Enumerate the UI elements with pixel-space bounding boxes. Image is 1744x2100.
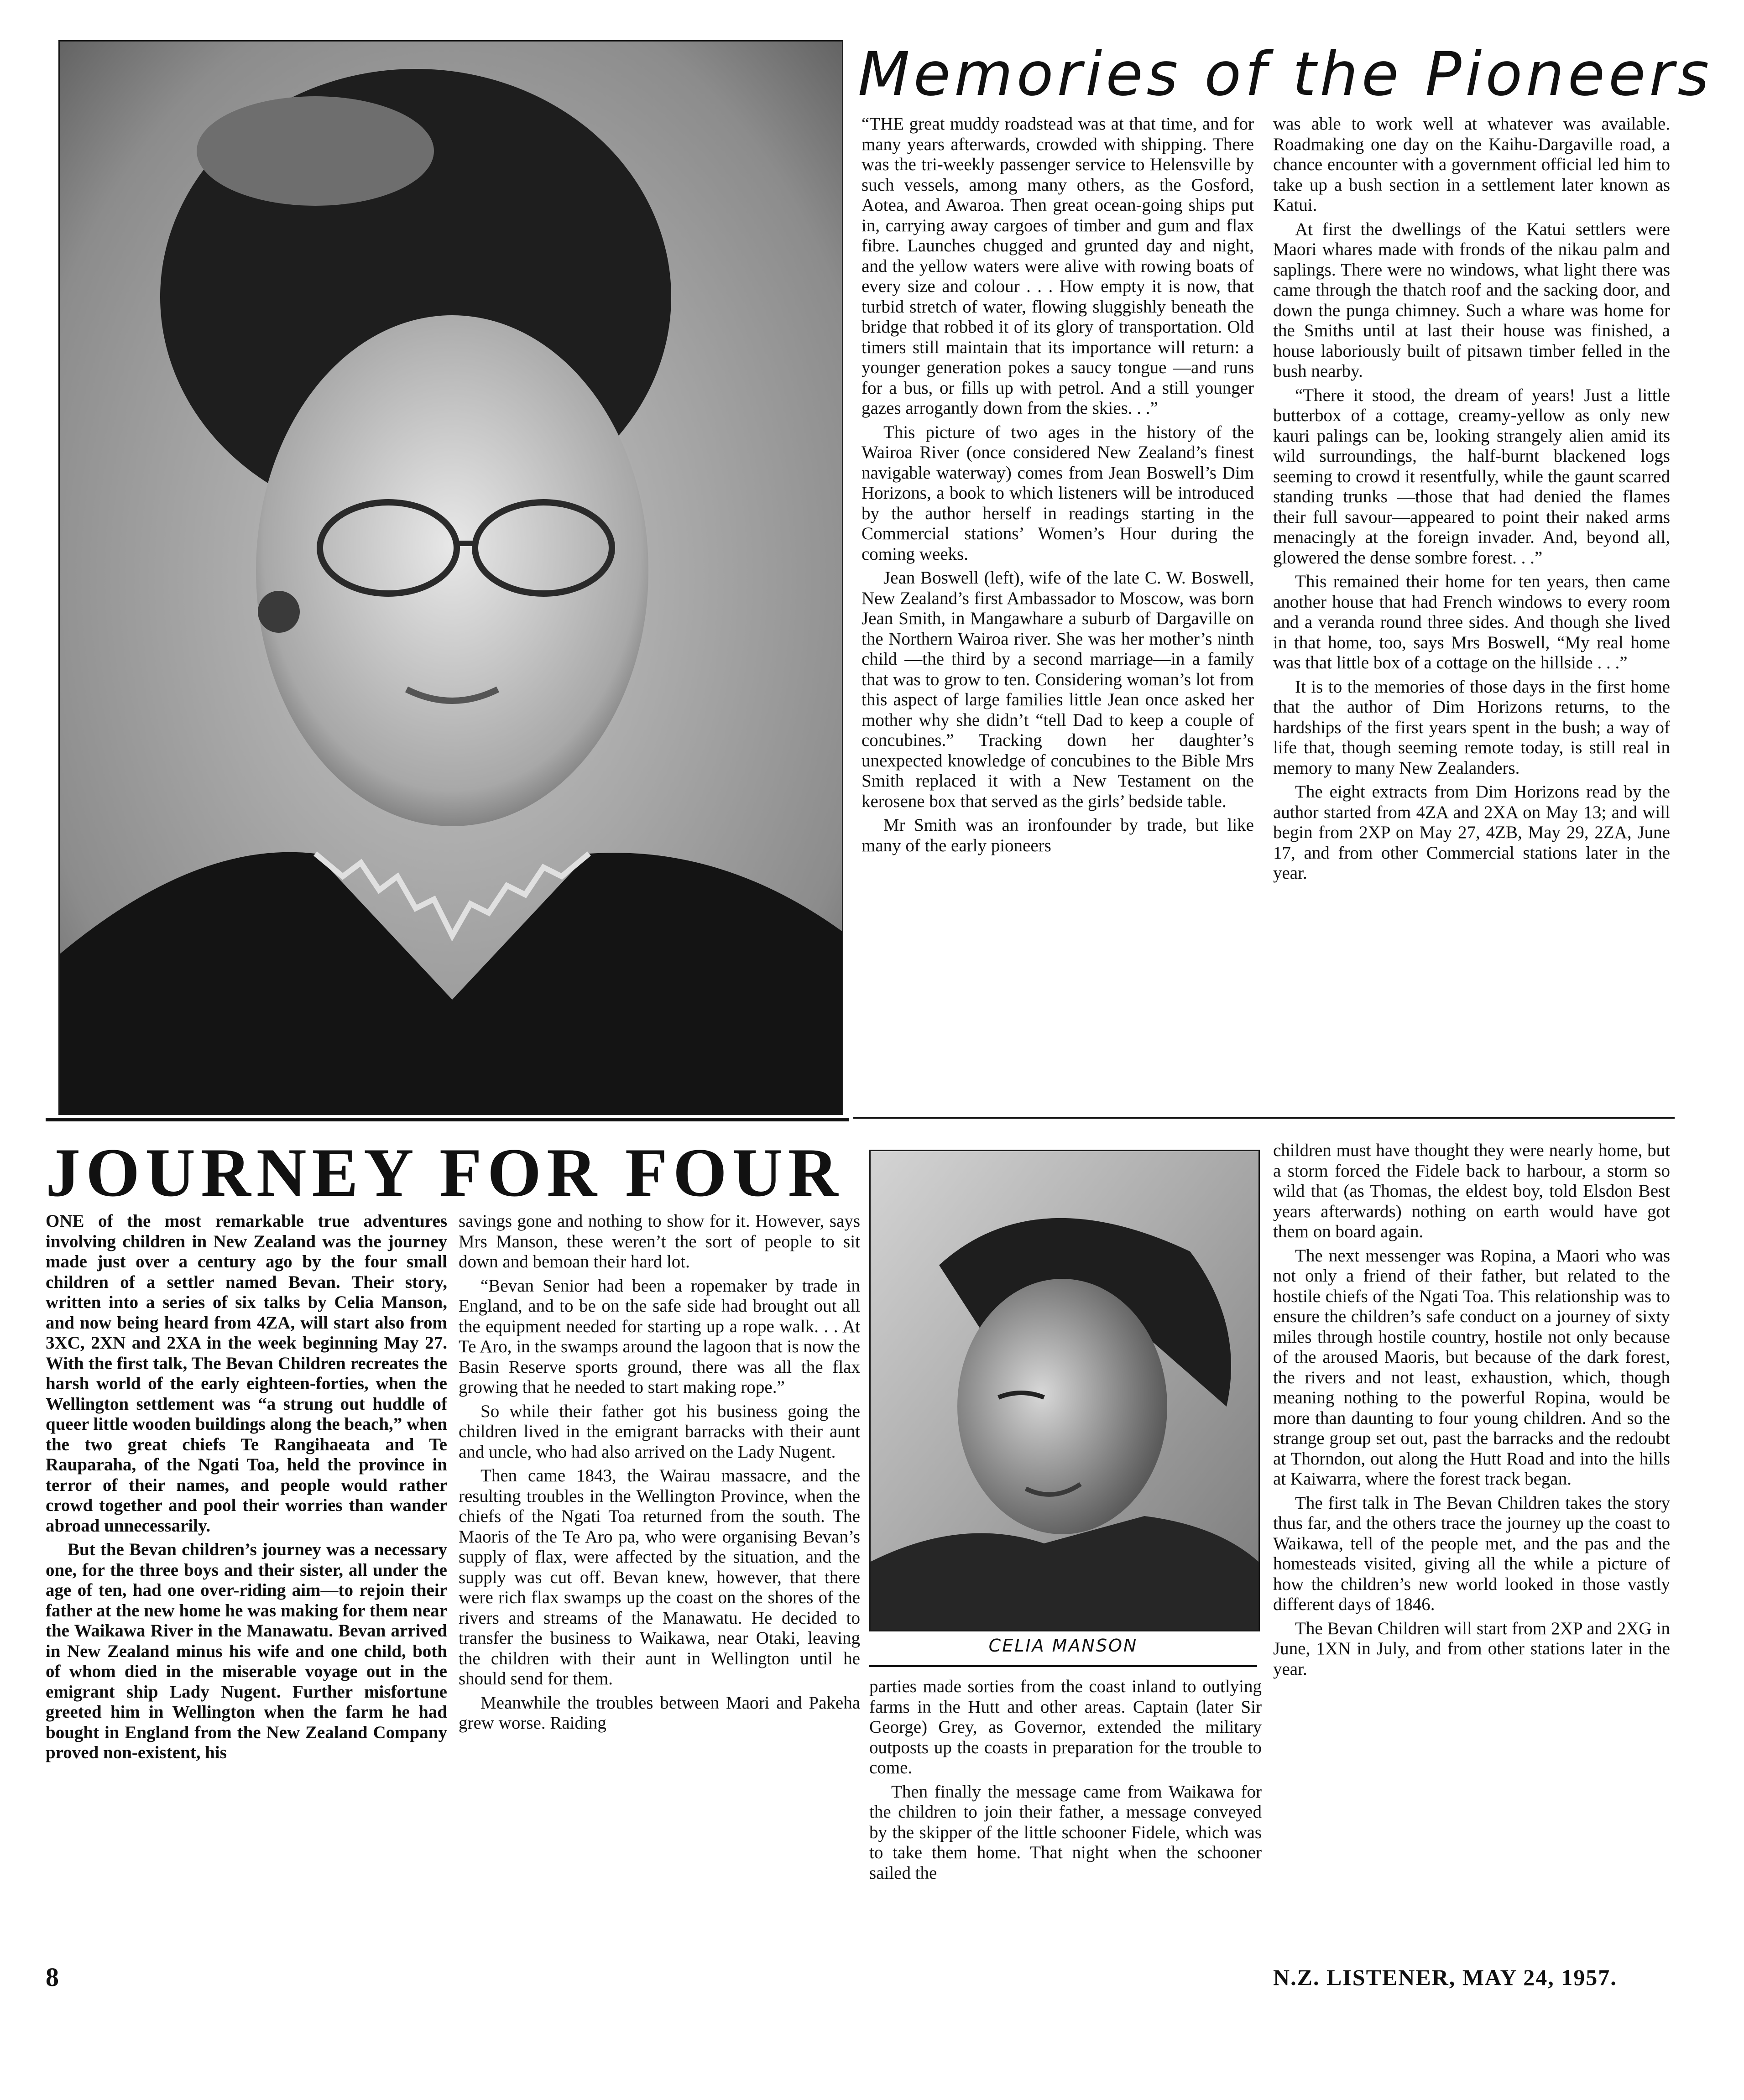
caption-rule — [869, 1665, 1257, 1667]
section-divider-rule-thin — [853, 1117, 1675, 1119]
memories-paragraph: It is to the memories of those days in the first home that the author of Dim Horizons returns, to the hardships of the first years spent in the bush; a way of life that, though seeming remote today, is still real in memory to many New Zealanders. — [1273, 677, 1670, 778]
memories-paragraph: This remained their home for ten years, then came another house that had French windows to every room and a veranda round three sides. And though she lived in that home, too, says Mrs Boswell, “My real home was that little box of a cottage on the hillside . . .” — [1273, 572, 1670, 672]
memories-paragraph: This picture of two ages in the history of the Wairoa River (once considered New Zealand’s finest navigable waterway) comes from Jean Boswell’s Dim Horizons, a book to which listeners will be introduced by the author herself in readings starting in the Commercial stations’ Women’s Hour during the coming weeks. — [862, 422, 1254, 564]
photo-caption: CELIA MANSON — [988, 1636, 1138, 1656]
memories-paragraph: “THE great muddy roadstead was at that time, and for many years afterwards, crowded with shipping. There was the tri-weekly passenger service to Helensville by such vessels, among many others, as the Gosford, Aotea, and Awaroa. Then great ocean-going ships put in, carrying away cargoes of timber and gum and flax fibre. Launches chugged and grunted day and night, and the yellow waters were alive with rowing boats of every size and colour . . . How empty it is now, that turbid stretch of water, flowing sluggishly beneath the bridge that robbed it of its glory of transportation. Old timers still maintain that its importance will return: a younger generation pokes a saucy tongue —and runs for a bus, or fills up with petrol. And a still younger gazes arrogantly down from the skies. . .” — [862, 114, 1254, 418]
memories-paragraph: “There it stood, the dream of years! Just a little butterbox of a cottage, creamy-yellow as only new kauri palings can be, looking strangely alien amid its wild surroundings, the half-burnt blackened logs seeming to crowd it resentfully, while the gaunt scarred standing trunks —those that had denied the flames their full savour—appeared to point their naked arms menacingly at the foreign invader. And, beyond all, glowered the dense sombre forest. . .” — [1273, 385, 1670, 568]
journey-paragraph: The Bevan Children will start from 2XP and 2XG in June, 1XN in July, and from other stations later in the year. — [1273, 1618, 1670, 1679]
section-divider-rule — [46, 1118, 849, 1121]
celia-manson-photo — [869, 1150, 1260, 1631]
memories-paragraph: The eight extracts from Dim Horizons read by the author started from 4ZA and 2XA on May 13; and will begin from 2XP on May 27, 4ZB, May 29, 2ZA, June 17, and from other Commercial stations later in the year. — [1273, 782, 1670, 883]
journey-paragraph: Then came 1843, the Wairau massacre, and the resulting troubles in the Wellington Province, when the chiefs of the Ngati Toa returned from the south. The Maoris of the Te Aro pa, who were organising Bevan’s supply of flax, were affected by the situation, and the supply was cut off. Bevan knew, however, that there were rich flax swamps up the coast on the shores of the rivers and streams of the Manawatu. He decided to transfer the business to Waikawa, near Otaki, leaving the children with their aunt in Wellington until he should send for them. — [459, 1466, 860, 1688]
journey-paragraph: “Bevan Senior had been a ropemaker by trade in England, and to be on the safe side had brought out all the equipment needed for starting up a rope walk. . . At Te Aro, in the swamps around the lagoon that is now the Basin Reserve sports ground, there was all the flax growing that he needed to start making rope.” — [459, 1276, 860, 1397]
journey-paragraph: parties made sorties from the coast inland to outlying farms in the Hutt and other areas. Captain (later Sir George) Grey, as Governor, extended the military outposts up the coasts in preparation for the trouble to come. — [869, 1677, 1262, 1777]
journey-column-2-text — [459, 1211, 860, 1941]
memories-paragraph: Jean Boswell (left), wife of the late C. W. Boswell, New Zealand’s first Ambassador to Moscow, was born Jean Smith, in Mangawhare a suburb of Dargaville on the Northern Wairoa river. She was her mother’s ninth child —the third by a second marriage—in a family that was to grow to ten. Considering woman’s lot from this aspect of large families little Jean once asked her mother why she didn’t “tell Dad to keep a couple of concubines.” Tracking down her daughter’s unexpected knowledge of concubines to the Bible Mrs Smith replaced it with a New Testament on the kerosene box that served as the girls’ bedside table. — [862, 568, 1254, 811]
journey-paragraph: Then finally the message came from Waikawa for the children to join their father, a message conveyed by the skipper of the little schooner Fidele, which was to take them home. That night when the schooner sailed the — [869, 1782, 1262, 1883]
journey-paragraph: ONE of the most remarkable true adventures involving children in New Zealand was the journey made just over a century ago by the four small children of a settler named Bevan. Their story, written into a series of six talks by Celia Manson, and now being heard from 4ZA, will start also from 3XC, 2XN and 2XA in the week beginning May 27. With the first talk, The Bevan Children recreates the harsh world of the early eighteen-forties, when the Wellington settlement was “a strung out huddle of queer little wooden buildings along the beach,” when the two great chiefs Te Rangihaeata and Te Rauparaha, of the Ngati Toa, held the province in terror of their names, and people would rather crowd together and pool their worries than wander abroad unnecessarily. — [46, 1211, 447, 1536]
memories-paragraph: was able to work well at whatever was available. Roadmaking one day on the Kaihu-Dargaville road, a chance encounter with a government official led him to take up a bush section in a settlement later known as Katui. — [1273, 114, 1670, 215]
memories-paragraph: At first the dwellings of the Katui settlers were Maori whares made with fronds of the nikau palm and saplings. There were no windows, what light there was came through the thatch roof and the sacking door, and down the punga chimney. Such a whare was home for the Smiths until at last their house was finished, a house laboriously built of pitsawn timber felled in the bush nearby. — [1273, 219, 1670, 381]
journey-paragraph: Meanwhile the troubles between Maori and Pakeha grew worse. Raiding — [459, 1693, 860, 1733]
journey-paragraph: savings gone and nothing to show for it. However, says Mrs Manson, these weren’t the sort of people to sit down and bemoan their hard lot. — [459, 1211, 860, 1271]
jean-boswell-photo — [58, 40, 843, 1115]
memories-title: Memories of the Pioneers — [858, 39, 1713, 109]
page-number: 8 — [46, 1962, 59, 1992]
journey-paragraph: So while their father got his business going the children lived in the emigrant barracks with their aunt and uncle, who had also arrived on the Lady Nugent. — [459, 1401, 860, 1462]
memories-column-1 — [862, 114, 1254, 1113]
journey-column-1 — [46, 1211, 447, 1941]
journey-paragraph: children must have thought they were nearly home, but a storm forced the Fidele back to harbour, a storm so wild that (as Thomas, the eldest boy, told Elsdon Best years afterwards) nothing on earth would have got them on board again. — [1273, 1141, 1670, 1241]
journey-title: JOURNEY FOR FOUR — [46, 1134, 844, 1211]
journey-column-3 — [869, 1677, 1262, 1941]
journey-paragraph: The next messenger was Ropina, a Maori who was not only a friend of their father, but related to the hostile chiefs of the Ngati Toa. This relationship was to ensure the children’s safe conduct on a journey of sixty miles through hostile country, hostile not only because of the aroused Maoris, but because of the dark forest, the rivers and not least, exhaustion, which, though meaning nothing to the powerful Ropina, would be more than daunting to four young children. And so the strange group set out, past the barracks and the redoubt at Thorndon, out along the Hutt Road and into the hills at Kaiwarra, where the forest track began. — [1273, 1245, 1670, 1489]
journey-column-4 — [1273, 1141, 1670, 1944]
memories-column-2 — [1273, 114, 1670, 1113]
publication-footer: N.Z. LISTENER, MAY 24, 1957. — [1273, 1965, 1617, 1990]
journey-paragraph: But the Bevan children’s journey was a necessary one, for the three boys and their sister, all under the age of ten, had one over-riding aim—to rejoin their father at the new home he was making for them near the Waikawa River in the Manawatu. Bevan arrived in New Zealand minus his wife and one child, both of whom died in the miserable voyage out in the emigrant ship Lady Nugent. Further misfortune greeted him in Wellington when the farm he had bought in England from the New Zealand Company proved non-existent, his — [46, 1540, 447, 1762]
journey-paragraph: The first talk in The Bevan Children takes the story thus far, and the others trace the journey up the coast to Waikawa, tell of the people met, and the pas and the homesteads visited, giving all the while a picture of how the children’s new world looked in those vastly different days of 1846. — [1273, 1493, 1670, 1614]
memories-paragraph: Mr Smith was an ironfounder by trade, but like many of the early pioneers — [862, 815, 1254, 855]
